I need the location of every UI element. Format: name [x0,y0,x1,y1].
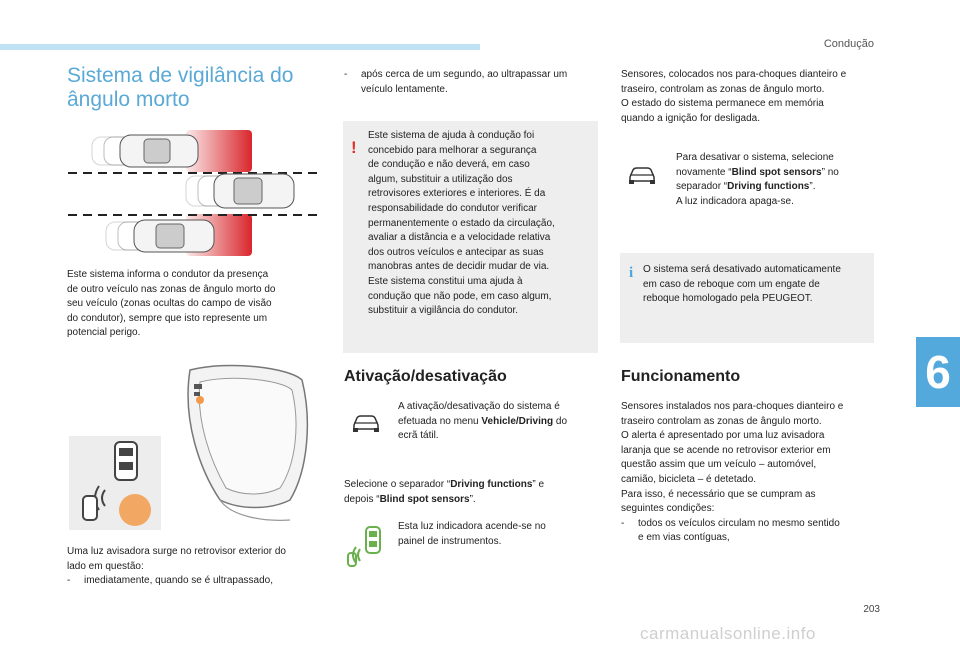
text-fragment: separador “ [676,181,728,193]
indicator-light-text [398,520,598,549]
text-line: quando a ignição for desligada. [621,112,760,124]
text-line: algum, substituir a utilização dos [368,173,513,185]
text-line: Para desativar o sistema, selecione [676,152,834,163]
text-line: responsabilidade do condutor verificar [368,202,537,214]
text-line: dos outros veículos e antecipar as suas [368,246,544,258]
text-line: manobras antes de decidir mudar de via. [368,261,550,273]
title-line: Sistema de vigilância do [67,64,294,87]
text-line: painel de instrumentos. [398,535,502,547]
bullet-item [344,68,602,83]
section-title [67,64,327,112]
text-line: potencial perigo. [67,327,141,339]
deactivate-text [676,151,876,209]
bullet-text: imediatamente, quando se é ultrapassado, [84,575,274,587]
text-line: Sensores, colocados nos para-choques dianteiro e [621,69,847,80]
bullet-continuation [344,68,602,97]
text-line [676,180,876,195]
text-line: Este sistema constitui uma ajuda à [368,275,523,287]
text-line [676,166,876,181]
text-line: em caso de reboque com um engate de [643,278,820,290]
text-line: Este sistema de ajuda à condução foi [368,130,535,141]
text-line: camião, bicicleta – é detetado. [621,473,757,485]
header-accent-bar [0,44,480,50]
functioning-paragraph [621,400,885,546]
warning-exclamation-icon: ! [351,138,357,157]
page-number: 203 [863,604,880,615]
text-line: Este sistema informa o condutor da presença [67,269,269,280]
bullet-dash: - [344,69,348,80]
text-fragment: ”. [469,493,476,505]
menu-name-vehicle: Vehicle [481,415,516,427]
text-line: condução que não pode, em caso algum, [368,290,552,302]
text-line: concebido para melhorar a segurança [368,144,537,156]
text-line: avaliar a distância e a velocidade relativa [368,232,551,244]
text-line: Uma luz avisadora surge no retrovisor exterior do [67,546,286,557]
text-line: reboque homologado pela PEUGEOT. [643,293,813,305]
text-line: do condutor), sempre que isto represente um [67,312,268,324]
activation-heading: Ativação/desativação [344,368,507,385]
bullet-text: e em vias contíguas, [638,532,730,544]
text-line [398,415,598,430]
text-fragment: depois “ [344,493,380,505]
text-line [344,478,602,493]
indicator-panel [69,436,161,530]
text-line: lado em questão: [67,560,144,572]
text-line: questão assim que um veículo – automóvel, [621,459,817,471]
menu-separator: / [515,415,519,427]
text-line: Para isso, é necessário que se cumpram as [621,488,816,500]
text-line: permanentemente o estado da circulação, [368,217,555,229]
text-line: laranja que se acende no retrovisor exterior em [621,444,831,456]
text-fragment: ” e [532,479,545,490]
text-line: Sensores instalados nos para-choques dianteiro e [621,401,844,412]
bullet-dash: - [67,575,71,587]
bullet-text: após cerca de um segundo, ao ultrapassar um [361,69,568,80]
text-line: A luz indicadora apaga-se. [676,195,794,207]
text-fragment: Selecione o separador “ [344,479,451,490]
blind-spot-zones-illustration [66,126,322,258]
select-text [344,478,602,507]
text-line: O sistema será desativado automaticamente [643,264,841,275]
info-text [643,263,871,307]
text-line: O alerta é apresentado por uma luz avisadora [621,430,825,442]
menu-name-driving: Driving [518,415,554,427]
info-box [620,253,874,343]
bullet-text: todos os veículos circulam no mesmo sentido [638,517,840,529]
text-line: seguintes condições: [621,503,715,515]
sensors-paragraph [621,68,883,126]
warning-text [368,129,594,319]
alert-paragraph [67,545,327,589]
car-center [186,174,294,208]
text-line: retrovisores exteriores e interiores. É da [368,188,546,200]
warning-box [343,121,598,353]
activation-text [398,400,598,444]
text-line: substituir a vigilância do condutor. [368,305,519,317]
info-icon: i [629,265,634,281]
car-bottom [106,220,214,252]
watermark: carmanualsonline.info [640,624,816,643]
car-outline-icon [351,413,381,433]
text-line: Esta luz indicadora acende-se no [398,521,546,532]
text-fragment: ” no [821,166,839,178]
text-line: O estado do sistema permanece em memória [621,98,824,110]
text-line: traseiro, controlam as zonas de ângulo morto. [621,83,825,95]
option-name: Blind spot sensors [731,166,822,178]
tab-name: Driving functions [727,181,810,193]
chapter-tab: 6 [916,337,960,407]
text-line: de condução e não deverá, em caso [368,159,530,171]
text-line: traseiro controlam as zonas de ângulo morto. [621,415,822,427]
text-fragment: novamente “ [676,166,732,178]
bullet-dash: - [621,517,625,529]
text-fragment: efetuada no menu [398,415,482,427]
text-fragment: do [553,415,568,427]
text-line: seu veículo (zonas ocultas do campo de visão [67,298,272,310]
text-line: de outro veículo nas zonas de ângulo morto do [67,283,276,295]
bullet-text: veículo lentamente. [361,83,448,95]
blind-spot-indicator-icon [69,436,161,530]
text-line [344,493,602,508]
chapter-label: Condução [823,38,874,50]
text-fragment: ”. [809,181,816,193]
blind-spot-indicator-icon [346,525,386,567]
car-top [92,135,198,167]
car-outline-icon [627,165,657,185]
text-line: ecrã tátil. [398,430,439,442]
bullet-item [67,574,327,589]
mirror-illustration [170,360,320,528]
bullet-item [621,517,885,532]
intro-paragraph [67,268,327,341]
functioning-heading: Funcionamento [621,368,741,385]
title-line: ângulo morto [67,88,190,111]
option-name: Blind spot sensors [379,493,470,505]
tab-name: Driving functions [450,479,533,490]
text-line: A ativação/desativação do sistema é [398,401,560,412]
